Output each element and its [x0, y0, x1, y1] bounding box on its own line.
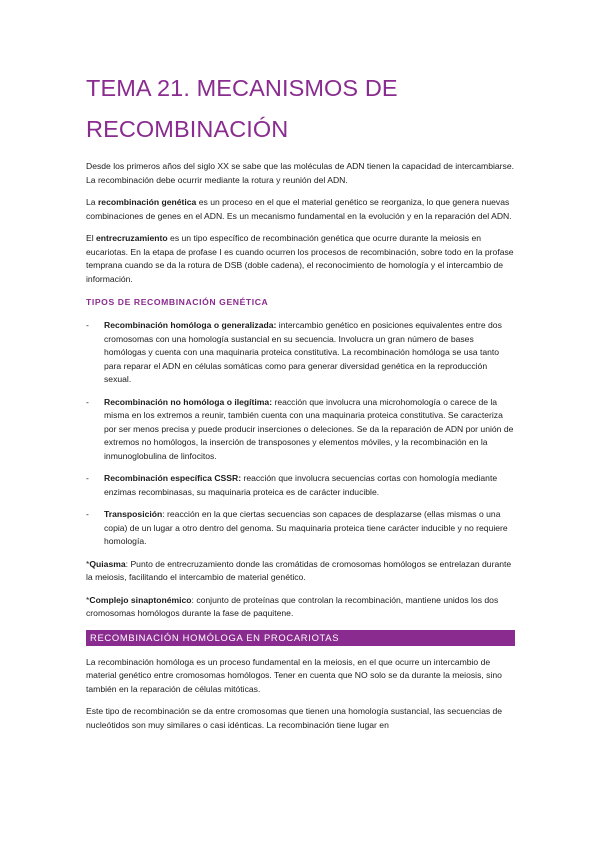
- title-line-1: TEMA 21. MECANISMOS DE: [86, 75, 398, 101]
- list-item: [86, 472, 516, 499]
- title-line-2: RECOMBINACIÓN: [86, 116, 289, 142]
- text-run: : Punto de entrecruzamiento donde las cromátidas de cromosomas homólogos se entrelazan durante la meiosis, facilitando el intercambio de material genético.: [86, 558, 512, 582]
- bold-term: Recombinación específica CSSR:: [104, 473, 242, 483]
- list-dash: -: [86, 473, 89, 483]
- list-item: [86, 508, 516, 549]
- types-list: [86, 319, 516, 549]
- list-dash: -: [86, 396, 89, 407]
- text-run: La: [86, 197, 98, 207]
- bold-term: Complejo sinaptonémico: [89, 594, 192, 605]
- page-content: [86, 68, 516, 741]
- prokaryote-paragraph-2: Este tipo de recombinación se da entre cromosomas que tienen una homología sustancial, las secuencias de nucleótidos son muy similares o casi idénticas. La recombinación tiene lugar en: [86, 706, 503, 730]
- synaptonemal-note: [86, 594, 516, 621]
- text-run: *: [86, 594, 90, 605]
- text-run: es un proceso en el que el material genético se reorganiza, lo que genera nuevas combinaciones de genes en el ADN. Es un mecanismo fundamental en la evolución y en la reparación del ADN.: [86, 197, 512, 221]
- text-run: *: [86, 558, 90, 569]
- intro-paragraph: Desde los primeros años del siglo XX se sabe que las moléculas de ADN tienen la capacidad de intercambiarse. La recombinación debe ocurrir mediante la rotura y reunión del ADN.: [86, 161, 515, 185]
- text-run: reacción que involucra secuencias cortas con homología mediante enzimas recombinasas, su maquinaria proteica es de carácter inducible.: [104, 473, 498, 497]
- list-dash: -: [86, 509, 89, 519]
- text-run: intercambio genético en posiciones equivalentes entre dos cromosomas con una homología sustancial en su secuencia. Involucra un gran número de bases homólogas y cuenta con una maquinaria proteica constitutiva. La recombinación homóloga se usa tanto para reparar el ADN en células somáticas como para generar diversidad genética en la reproducción sexual.: [104, 320, 502, 384]
- recombination-definition: [86, 196, 516, 223]
- bold-term: entrecruzamiento: [96, 233, 168, 243]
- bold-term: recombinación genética: [97, 197, 197, 207]
- crossing-over-paragraph: [86, 232, 516, 286]
- bold-term: Quiasma: [89, 558, 126, 569]
- text-run: reacción que involucra una microhomología o carece de la misma en los extremos a reunir, también cuenta con una maquinaria proteica constitutiva. Se caracteriza por ser menos precisa y puede producir inserciones o deleciones. Se da la reparación de ADN por unión de extremos no homólogos, la inserción de transposones y elementos móviles, y la recombinación en la inmunoglobulina de linfocitos.: [104, 396, 514, 461]
- list-dash: -: [86, 320, 89, 330]
- bold-term: Transposición: [104, 509, 163, 519]
- text-run: : conjunto de proteínas que controlan la recombinación, mantiene unidos los dos cromosomas homólogos durante la fase de paquitene.: [86, 594, 499, 618]
- bold-term: Recombinación no homóloga o ilegítima:: [104, 396, 273, 407]
- chiasma-note: [86, 558, 516, 585]
- section-heading-band: RECOMBINACIÓN HOMÓLOGA EN PROCARIOTAS: [86, 630, 515, 646]
- page-title: [86, 68, 516, 150]
- text-run: : reacción en la que ciertas secuencias son capaces de desplazarse (ellas mismas o una copia) de un lugar a otro dentro del genoma. Su maquinaria proteica tiene carácter inducible y no requiere homología.: [104, 509, 508, 546]
- text-run: El: [86, 233, 97, 243]
- text-run: es un tipo específico de recombinación genética que ocurre durante la meiosis en eucariotas. En la etapa de profase I es cuando ocurren los procesos de recombinación, sobre todo en la profase temprana cuando se da la rotura de DSB (doble cadena), el reconocimiento de homología y el intercambio de información.: [86, 233, 514, 284]
- prokaryote-paragraph-1: La recombinación homóloga es un proceso fundamental en la meiosis, en el que ocurre un intercambio de material genético entre cromosomas homólogos. Tener en cuenta que NO solo se da durante la meiosis, sino también en la reparación de células mitóticas.: [86, 656, 502, 694]
- types-heading: TIPOS DE RECOMBINACIÓN GENÉTICA: [86, 297, 269, 307]
- list-item: [86, 319, 516, 387]
- bold-term: Recombinación homóloga o generalizada:: [104, 320, 277, 330]
- list-item: [86, 396, 516, 464]
